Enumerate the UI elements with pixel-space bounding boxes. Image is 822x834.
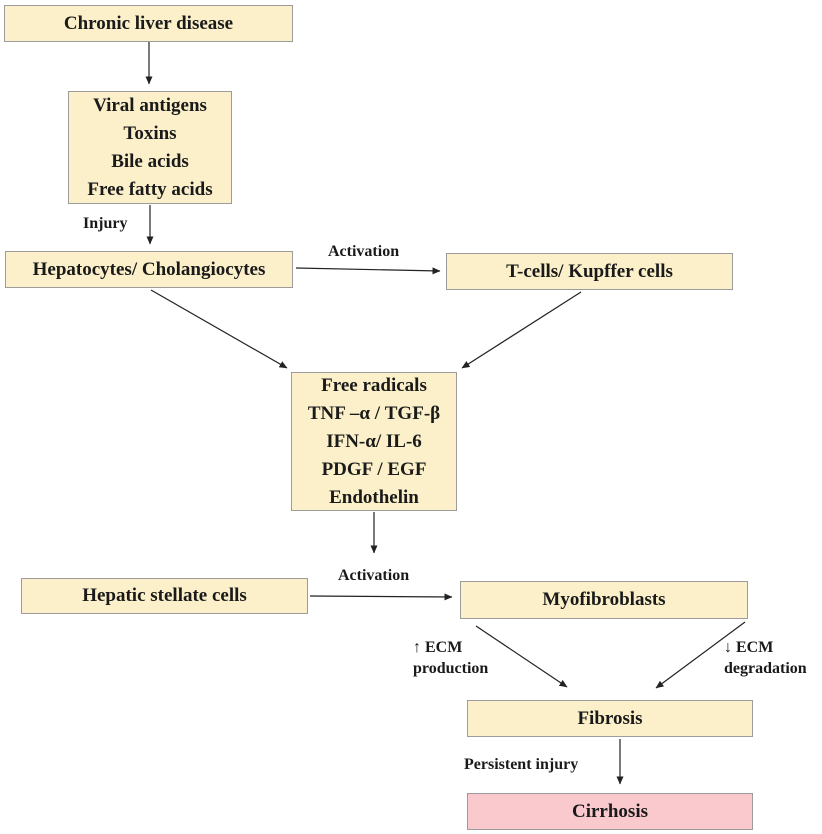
node-line: TNF –α / TGF-β <box>307 402 441 424</box>
edge-label-ecm-production <box>413 637 488 679</box>
node-label: Chronic liver disease <box>63 12 234 34</box>
arrow-hepatocytes-to-tcells-icon <box>296 268 440 271</box>
node-injury-causes <box>68 91 232 204</box>
node-line: Free radicals <box>321 374 427 396</box>
edge-label-line: production <box>413 660 489 677</box>
node-label: Fibrosis <box>577 707 643 729</box>
node-line: IFN-α/ IL-6 <box>326 430 422 452</box>
edge-label-injury: Injury <box>83 215 128 232</box>
node-label: Hepatocytes/ Cholangiocytes <box>32 258 266 280</box>
edge-label-line: ↑ ECM <box>413 639 463 656</box>
node-tcells-kupffer-cells <box>446 253 733 290</box>
edge-label-ecm-degradation <box>724 637 807 679</box>
arrow-stellate-to-myofibroblasts-icon <box>310 596 452 597</box>
node-chronic-liver-disease <box>4 5 293 42</box>
node-line: Free fatty acids <box>87 178 213 200</box>
node-label: Myofibroblasts <box>542 589 666 610</box>
node-line: Viral antigens <box>93 94 207 116</box>
arrow-myofibroblasts-left-to-fibrosis-icon <box>476 626 567 687</box>
node-label: Hepatic stellate cells <box>82 585 247 606</box>
node-cirrhosis <box>467 793 753 830</box>
node-hepatocytes-cholangiocytes <box>5 251 293 288</box>
node-label: T-cells/ Kupffer cells <box>506 260 673 282</box>
node-line: Toxins <box>123 122 177 144</box>
arrow-hepatocytes-to-mediators-icon <box>151 290 287 368</box>
edge-label-persistent-injury: Persistent injury <box>464 756 579 773</box>
node-line: Bile acids <box>111 150 189 172</box>
node-myofibroblasts <box>460 581 748 619</box>
edge-label-line: degradation <box>724 660 807 677</box>
node-hepatic-stellate-cells <box>21 578 308 614</box>
edge-label-activation-lower: Activation <box>338 567 410 584</box>
node-line: PDGF / EGF <box>321 458 427 480</box>
edge-label-line: ↓ ECM <box>724 639 774 656</box>
node-fibrosis <box>467 700 753 737</box>
edge-label-activation-upper: Activation <box>328 243 400 260</box>
node-inflammatory-mediators <box>291 372 457 511</box>
node-label: Cirrhosis <box>572 800 648 822</box>
arrow-tcells-to-mediators-icon <box>462 292 581 368</box>
node-line: Endothelin <box>329 486 419 508</box>
